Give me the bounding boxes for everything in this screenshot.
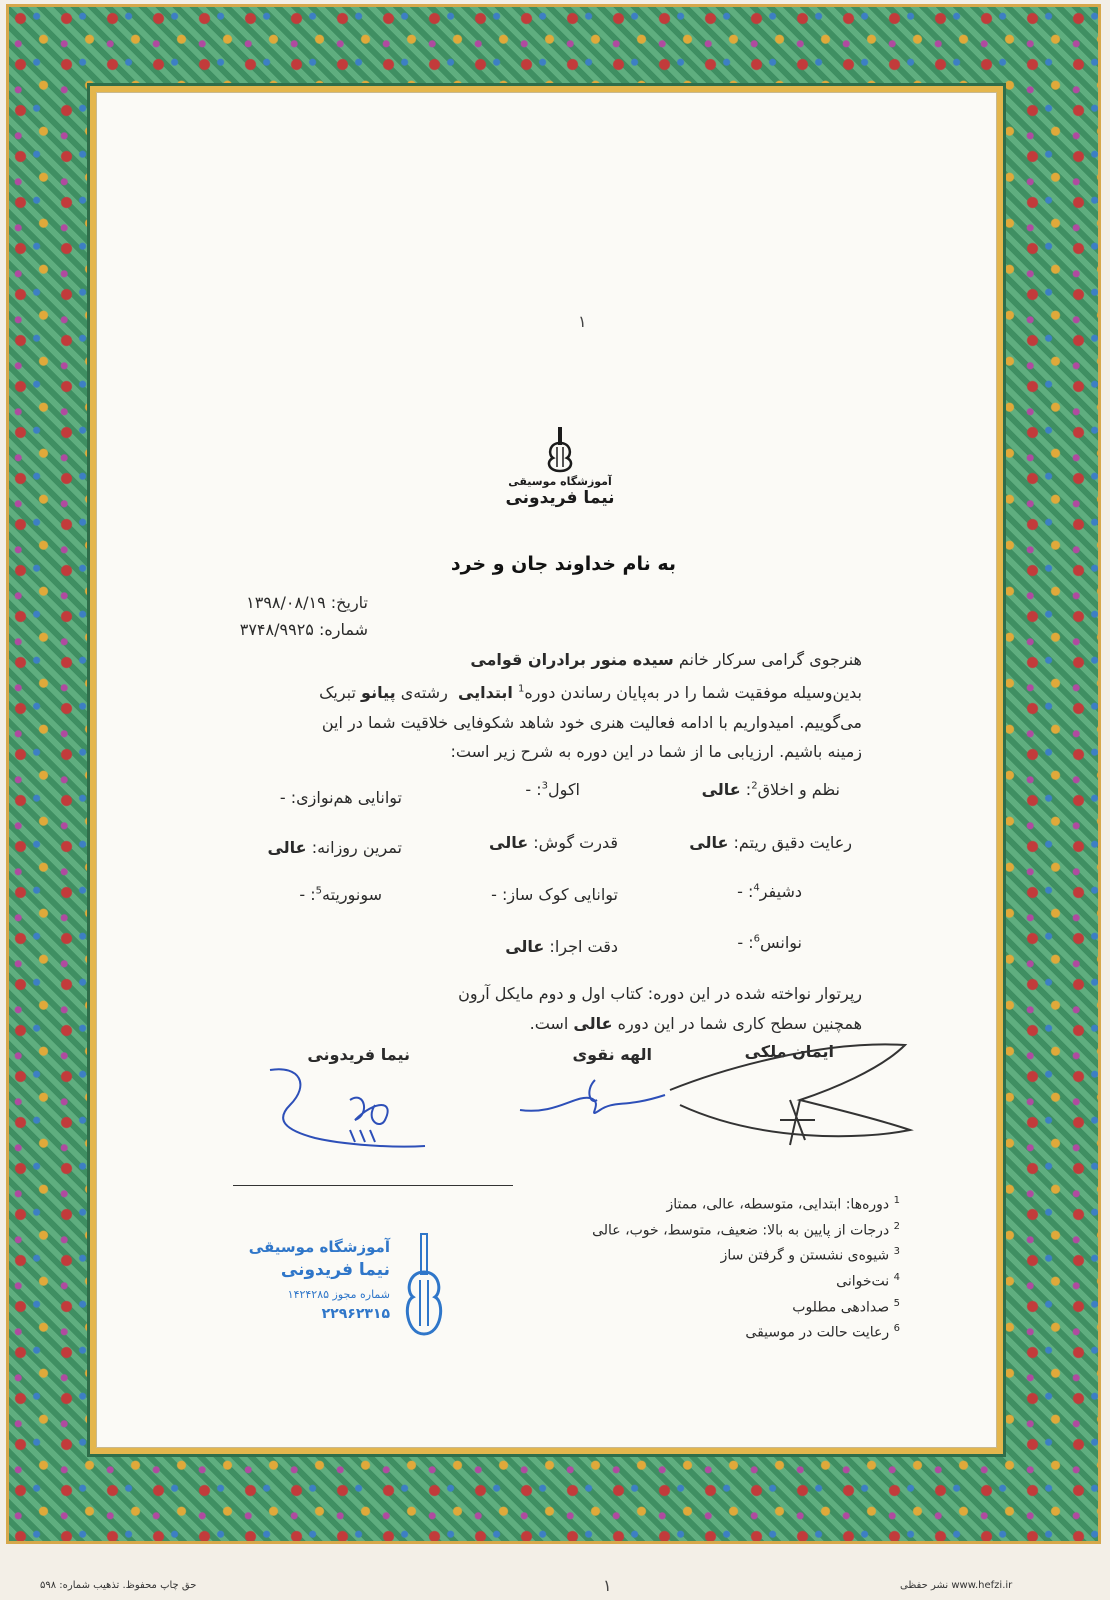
body-line-1 [319,683,862,702]
eval-label: قدرت گوش: [533,833,618,852]
eval-value: - [279,788,286,807]
footnote-ref: 1 [518,683,525,695]
eval-sonority: سونوریته$^5$: - [299,885,382,904]
eval-value: عالی [701,780,741,799]
eval-tuning [491,885,618,904]
footnote-number: 6 [893,1323,900,1335]
footnote-item [540,1216,900,1242]
eval-value: عالی [267,838,307,857]
body-line-3: زمینه باشیم. ارزیابی ما از شما در این دوره به شرح زیر است: [450,742,862,761]
eval-label: نظم و اخلاق [757,780,840,799]
signature-line [233,1185,513,1186]
body-text: همچنین سطح کاری شما در این دوره [617,1014,862,1033]
footnote-text: شیوه‌ی نشستن و گرفتن ساز [720,1247,890,1264]
footnote-number: 5 [893,1297,900,1309]
stamp-line2: نیما فریدونی [280,1260,390,1280]
eval-nuance: نوانس$^6$: - [737,933,802,952]
date-label: تاریخ: [330,593,368,612]
recipient-prefix: هنرجوی گرامی سرکار خانم [678,650,862,669]
footnote-item [540,1267,900,1293]
footer-right: www.hefzi.ir نشر حفظی [900,1580,1013,1591]
footnote-number: 4 [893,1271,900,1283]
eval-value: - [491,885,497,904]
bottom-mark: ۱ [603,1576,612,1595]
date-line [246,593,368,612]
eval-label: رعایت دقیق ریتم: [733,833,852,852]
eval-ear [489,833,618,852]
eval-ensemble [280,788,402,807]
top-mark: ۱ [578,312,587,331]
footnote-number: 2 [893,1220,900,1232]
eval-accuracy [505,937,618,956]
eval-label: سونوریته [322,885,382,904]
eval-label: اکول [548,780,580,799]
eval-practice [267,838,402,857]
course-field: پیانو [361,683,396,702]
number-label: شماره: [318,620,368,639]
signature-3 [640,1030,920,1160]
eval-discipline: نظم و اخلاق$^2$: عالی [701,780,840,799]
signatory-1: نیما فریدونی [307,1045,410,1064]
footnote-text: درجات از پایین به بالا: ضعیف، متوسط، خوب، عالی [592,1222,890,1239]
number-value: ۳۷۴۸/۹۹۲۵ [239,620,314,639]
recipient-name: سیده منور برادران قوامی [470,650,674,669]
footer-left: حق چاپ محفوظ. تذهیب شماره: ۵۹۸ [40,1580,197,1591]
footnote-item [540,1318,900,1344]
eval-value: - [299,885,306,904]
eval-value: - [525,780,532,799]
eval-value: - [737,882,743,901]
eval-label: توانایی هم‌نوازی: [290,788,402,807]
footnote-ref: 4 [753,882,760,894]
footnote-number: 1 [893,1195,900,1206]
recipient-line [470,650,862,669]
footnote-item [540,1190,900,1216]
signature-1 [255,1060,435,1160]
footnote-item [540,1293,900,1319]
signatory-2: الهه نقوی [572,1045,652,1064]
signatory-3: ایمان ملکی [744,1042,834,1061]
body-text: است. [529,1014,569,1033]
stamp-line1: آموزشگاه موسیقی [248,1238,390,1256]
eval-posture: اکول$^3$: - [525,780,580,799]
eval-sightreading: دشیفر$^4$: - [737,882,802,901]
body-line-2: می‌گوییم. امیدواریم با ادامه فعالیت هنری خود شاهد شکوفایی خلاقیت شما در این [321,713,862,732]
footnote-ref: 2 [751,780,758,792]
body-text: رشته‌ی [400,683,448,702]
eval-label: توانایی کوک ساز: [501,885,618,904]
course-level: ابتدایی [457,683,513,702]
footnote-text: دوره‌ها: ابتدایی، متوسطه، عالی، ممتاز [666,1196,890,1213]
guitar-icon [543,425,577,473]
stamp-guitar-icon [398,1230,450,1340]
number-line [240,620,368,639]
footnote-number: 3 [893,1246,900,1258]
eval-label: تمرین روزانه: [311,838,402,857]
eval-value: عالی [689,833,729,852]
eval-label: دشیفر [759,882,802,901]
eval-value: عالی [489,833,529,852]
certificate-title: به نام خداوند جان و خرد [450,553,676,575]
overall-level: عالی [573,1014,613,1033]
body-text: تبریک [319,683,356,702]
footnote-ref: 3 [541,780,549,792]
eval-rhythm [689,833,852,852]
eval-label: دقت اجرا: [549,937,618,956]
footnote-item [540,1241,900,1267]
footnote-text: صدادهی مطلوب [792,1299,890,1316]
school-logo [490,425,630,525]
footnote-ref: 6 [753,933,760,945]
logo-line2: نیما فریدونی [505,488,615,508]
date-value: ۱۳۹۸/۰۸/۱۹ [246,593,326,612]
repertoire-line: رپرتوار نواخته شده در این دوره: کتاب اول و دوم مایکل آرون [458,984,862,1003]
logo-line1: آموزشگاه موسیقی [508,475,612,488]
stamp-line4: ۲۲۹۶۲۳۱۵ [321,1306,390,1322]
footnote-text: رعایت حالت در موسیقی [745,1324,890,1341]
stamp-line3: شماره مجوز ۱۴۲۴۲۸۵ [287,1288,390,1301]
school-stamp [248,1230,450,1340]
eval-value: عالی [505,937,545,956]
eval-value: - [737,933,744,952]
footnotes [540,1190,900,1344]
footnote-ref: 5 [315,885,323,897]
eval-label: نوانس [759,933,802,952]
footnote-text: نت‌خوانی [836,1273,890,1290]
body-text: بدین‌وسیله موفقیت شما را در به‌پایان رساندن دوره [524,683,862,702]
